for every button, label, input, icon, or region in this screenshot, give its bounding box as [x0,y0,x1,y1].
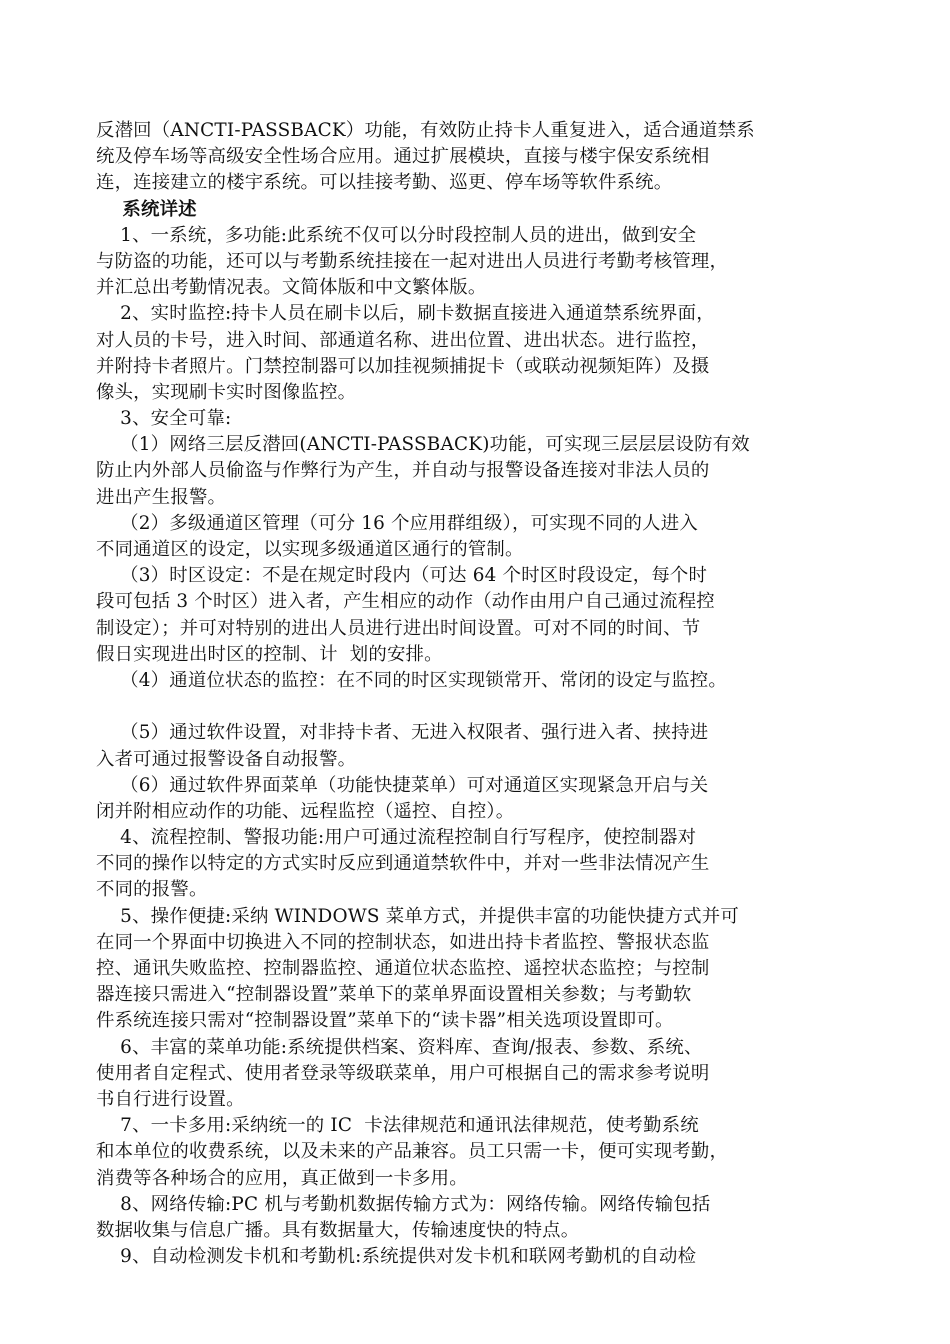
text-line: 和本单位的收费系统，以及未来的产品兼容。员工只需一卡，便可实现考勤， [96,1141,729,1163]
text-line: （4）通道位状态的监控：在不同的时区实现锁常开、常闭的设定与监控。 [96,669,727,691]
text-line: 数据收集与信息广播。具有数据量大，传输速度快的特点。 [96,1219,580,1241]
text-line: 1、一系统，多功能:此系统不仅可以分时段控制人员的进出，做到安全 [96,224,697,246]
text-line: （1）网络三层反潜回(ANCTI-PASSBACK)功能，可实现三层层层设防有效 [96,434,750,456]
text-line: 对人员的卡号，进入时间、部通道名称、进出位置、进出状态。进行监控， [96,329,710,351]
text-line: 4、流程控制、警报功能:用户可通过流程控制自行写程序，使控制器对 [96,827,697,849]
text-line: 5、操作便捷:采纳 WINDOWS 菜单方式，并提供丰富的功能快捷方式并可 [96,905,739,927]
text-line: 反潜回（ANCTI-PASSBACK）功能，有效防止持卡人重复进入，适合通道禁系 [96,120,755,141]
text-line: （3）时区设定：不是在规定时段内（可达 64 个时区时段设定，每个时 [96,565,708,587]
text-line: 不同的操作以特定的方式实时反应到通道禁软件中，并对一些非法情况产生 [96,853,710,875]
text-line: （6）通过软件界面菜单（功能快捷菜单）可对通道区实现紧急开启与关 [96,774,709,796]
text-line: 7、一卡多用:采纳统一的 IC 卡法律规范和通讯法律规范，使考勤系统 [96,1115,699,1137]
section-heading: 系统详述 [96,198,197,220]
text-line: 控、通讯失败监控、控制器监控、通道位状态监控、遥控状态监控；与控制 [96,958,710,979]
text-line: 并汇总出考勤情况表。文简体版和中文繁体版。 [96,277,487,299]
text-line: 像头，实现刷卡实时图像监控。 [96,381,357,403]
text-line: 连，连接建立的楼宇系统。可以挂接考勤、巡更、停车场等软件系统。 [96,172,673,194]
text-line: 并附持卡者照片。门禁控制器可以加挂视频捕捉卡（或联动视频矩阵）及摄 [96,355,710,377]
text-line: 2、实时监控:持卡人员在刷卡以后，刷卡数据直接进入通道禁系统界面， [96,303,715,325]
blank-line [96,694,866,720]
text-line: 不同的报警。 [96,879,208,901]
text-line: 6、丰富的菜单功能:系统提供档案、资料库、查询/报表、参数、系统、 [96,1036,703,1058]
text-line: 书自行进行设置。 [96,1088,245,1110]
text-line: 与防盗的功能，还可以与考勤系统挂接在一起对进出人员进行考勤考核管理， [96,250,729,272]
text-line: 消费等各种场合的应用，真正做到一卡多用。 [96,1167,468,1189]
text-line: （2）多级通道区管理（可分 16 个应用群组级），可实现不同的人进入 [96,512,698,534]
text-line: 器连接只需进入“控制器设置”菜单下的菜单界面设置相关参数；与考勤软 [96,984,692,1006]
text-line: （5）通过软件设置，对非持卡者、无进入权限者、强行进入者、挟持进 [96,722,709,744]
document-body [96,118,866,1270]
text-line: 假日实现进出时区的控制、计 划的安排。 [96,643,443,665]
text-line: 防止内外部人员偷盗与作弊行为产生，并自动与报警设备连接对非法人员的 [96,460,710,482]
text-line: 8、网络传输:PC 机与考勤机数据传输方式为：网络传输。网络传输包括 [96,1193,711,1215]
text-line: 不同通道区的设定，以实现多级通道区通行的管制。 [96,539,524,560]
text-line: 3、安全可靠: [96,408,232,430]
text-line: 使用者自定程式、使用者登录等级联菜单，用户可根据自己的需求参考说明 [96,1062,710,1084]
text-line: 9、自动检测发卡机和考勤机:系统提供对发卡机和联网考勤机的自动检 [96,1246,697,1268]
text-line: 统及停车场等高级安全性场合应用。通过扩展模块，直接与楼宇保安系统相 [96,146,710,168]
text-line: 制设定）；并可对特别的进出人员进行进出时间设置。可对不同的时间、节 [96,617,701,639]
text-line: 段可包括 3 个时区）进入者，产生相应的动作（动作由用户自己通过流程控 [96,591,715,613]
text-line: 进出产生报警。 [96,486,227,508]
text-line: 件系统连接只需对“控制器设置”菜单下的“读卡器”相关选项设置即可。 [96,1010,674,1032]
text-line: 闭并附相应动作的功能、远程监控（遥控、自控）。 [96,800,515,822]
text-line: 在同一个界面中切换进入不同的控制状态，如进出持卡者监控、警报状态监 [96,931,710,953]
text-line: 入者可通过报警设备自动报警。 [96,748,357,770]
